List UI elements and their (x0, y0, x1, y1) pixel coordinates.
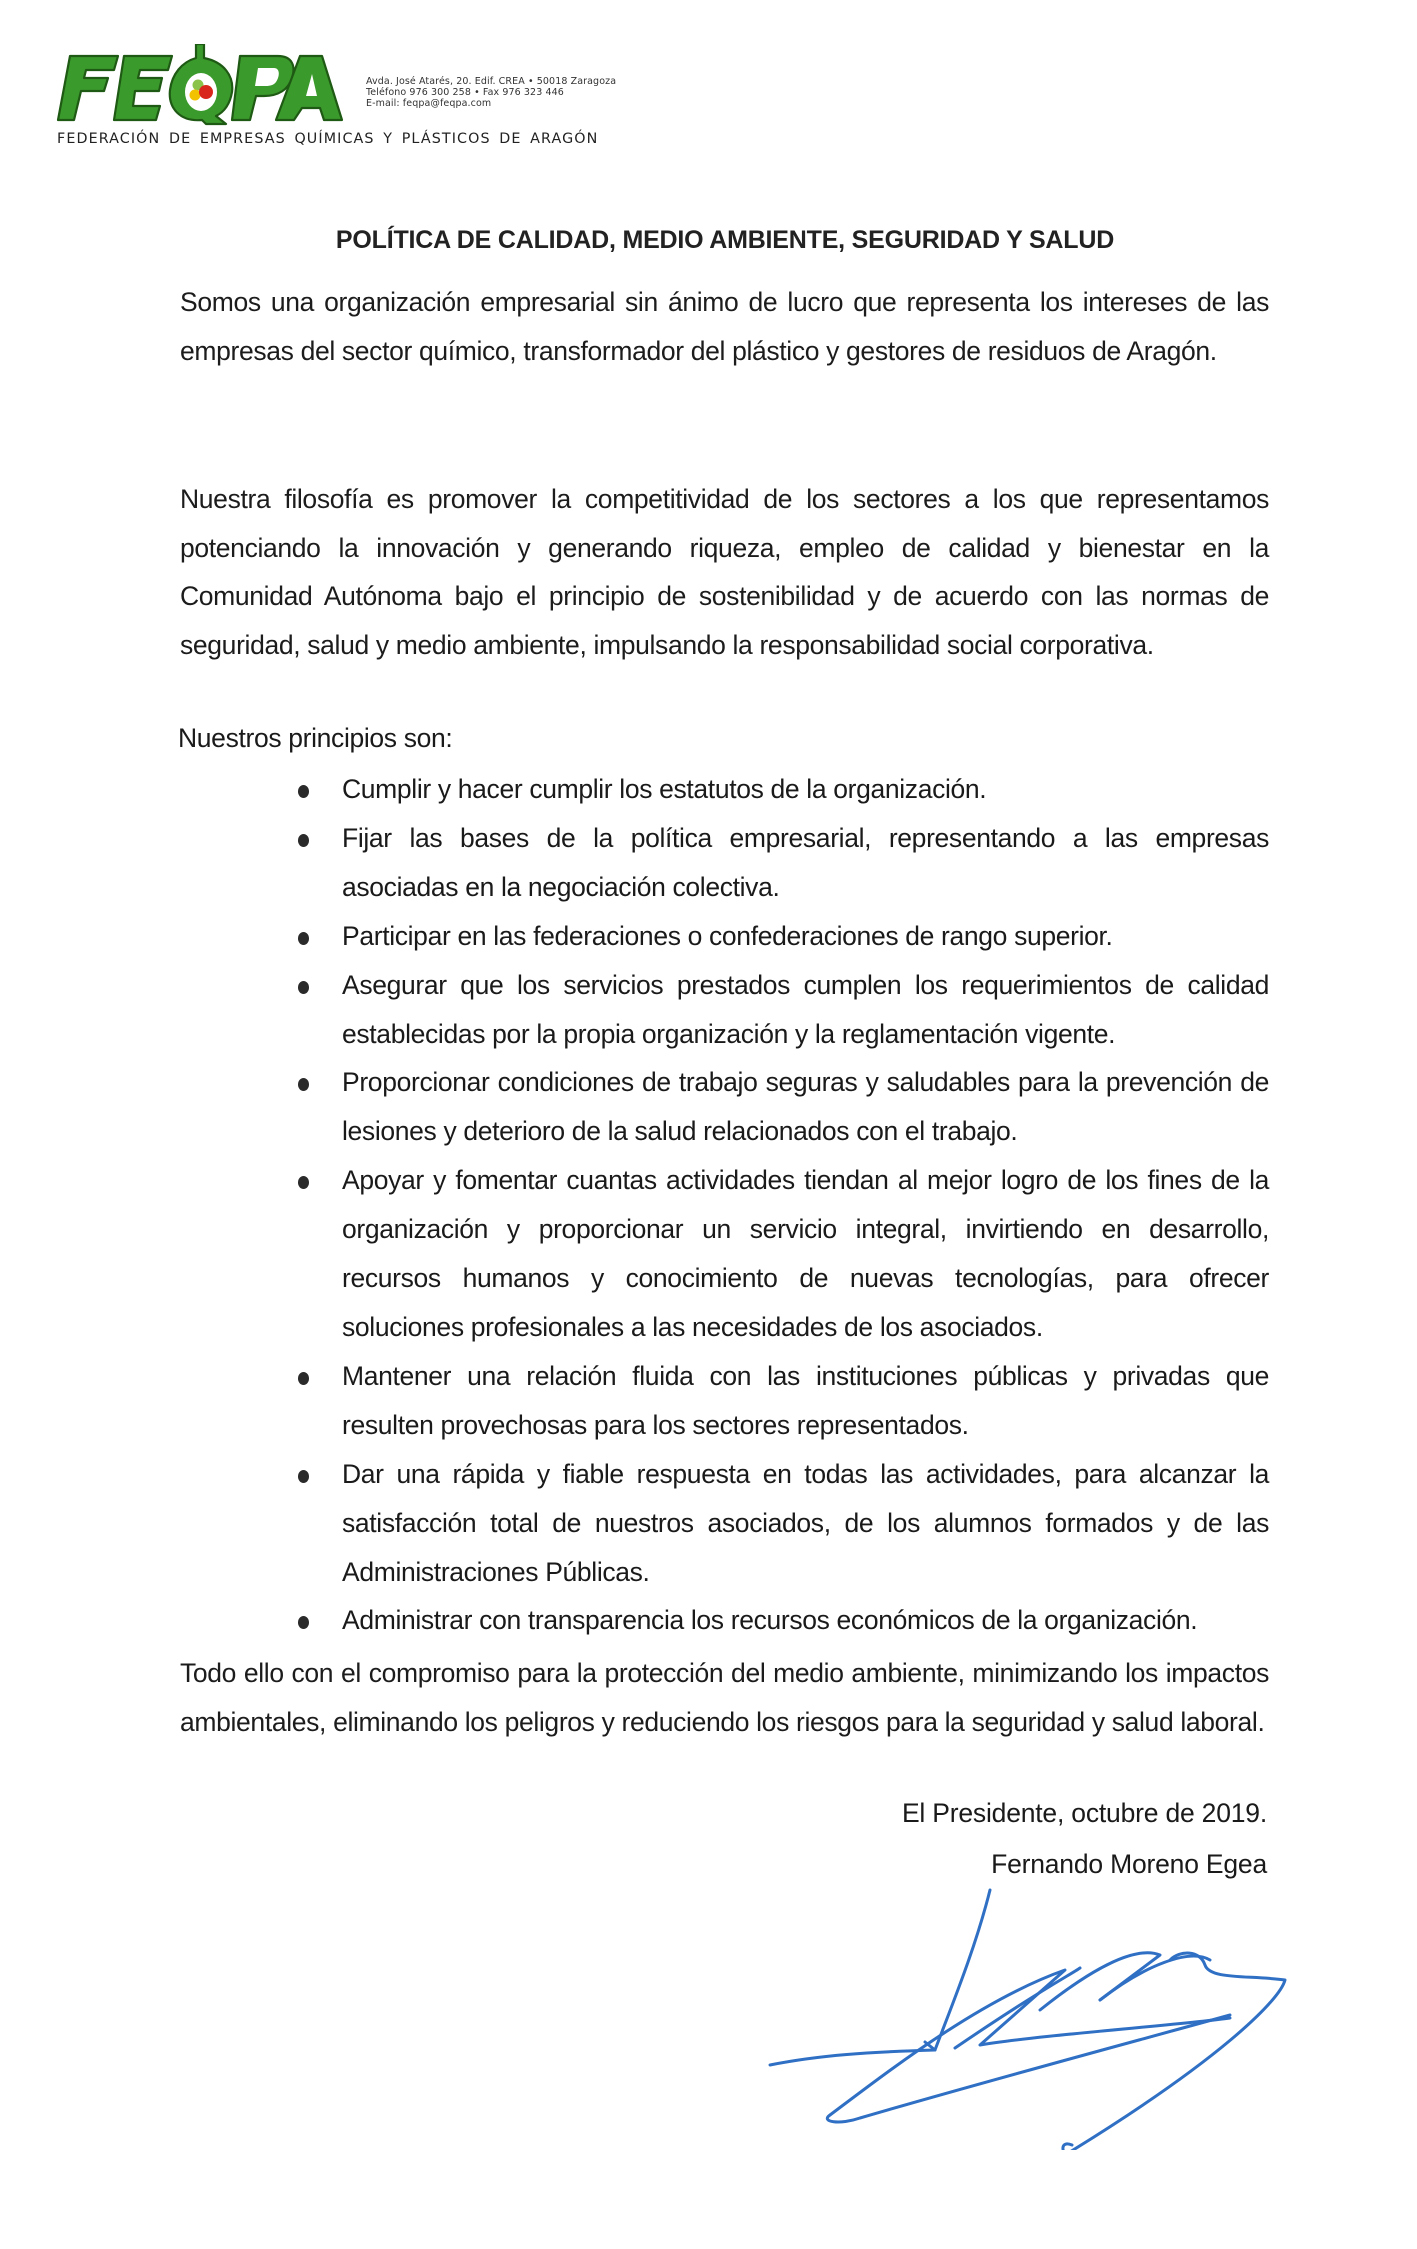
bullet-icon (298, 932, 309, 945)
principle-item: Participar en las federaciones o confederaciones de rango superior. (342, 912, 1269, 961)
signature (760, 1860, 1320, 2150)
bullet-icon (298, 1372, 309, 1385)
contact-phone-fax: Teléfono 976 300 258 • Fax 976 323 446 (366, 87, 564, 98)
document-title: POLÍTICA DE CALIDAD, MEDIO AMBIENTE, SEGURIDAD Y SALUD (335, 226, 1115, 254)
paragraph-closing: Todo ello con el compromiso para la protección del medio ambiente, minimizando los impactos ambientales, eliminando los peligros y reduciendo los riesgos para la seguridad y salud laboral. (180, 1658, 1269, 1737)
bullet-icon (298, 1616, 309, 1629)
principles-list (342, 765, 1269, 1645)
bullet-icon (298, 1470, 309, 1483)
letterhead-tagline: FEDERACIÓN DE EMPRESAS QUÍMICAS Y PLÁSTICOS DE ARAGÓN (57, 131, 599, 147)
signoff-date: El Presidente, octubre de 2019. (901, 1798, 1267, 1828)
letterhead-contact (366, 76, 616, 109)
principle-item: Fijar las bases de la política empresarial, representando a las empresas asociadas en la negociación colectiva. (342, 814, 1269, 912)
principle-item: Administrar con transparencia los recursos económicos de la organización. (342, 1596, 1269, 1645)
signoff-name: Fernando Moreno Egea (991, 1849, 1267, 1879)
principles-intro: Nuestros principios son: (178, 723, 453, 753)
feqpa-logo-icon (56, 44, 346, 126)
principle-item: Cumplir y hacer cumplir los estatutos de la organización. (342, 765, 1269, 814)
principle-item: Asegurar que los servicios prestados cumplen los requerimientos de calidad establecidas por la propia organización y la reglamentación vigente. (342, 961, 1269, 1059)
paragraph-mission: Somos una organización empresarial sin ánimo de lucro que representa los intereses de las empresas del sector químico, transformador del plástico y gestores de residuos de Aragón. (180, 287, 1269, 366)
principle-item: Dar una rápida y fiable respuesta en todas las actividades, para alcanzar la satisfacción total de nuestros asociados, de los alumnos formados y de las Administraciones Públicas. (342, 1450, 1269, 1597)
signature-icon (760, 1860, 1320, 2150)
bullet-icon (298, 834, 309, 847)
paragraph-philosophy: Nuestra filosofía es promover la competitividad de los sectores a los que representamos potenciando la innovación y generando riqueza, empleo de calidad y bienestar en la Comunidad Autónoma bajo el principio de sostenibilidad y de acuerdo con las normas de seguridad, salud y medio ambiente, impulsando la responsabilidad social corporativa. (180, 484, 1269, 661)
bullet-icon (298, 981, 309, 994)
principle-item: Proporcionar condiciones de trabajo seguras y saludables para la prevención de lesiones y deterioro de la salud relacionados con el trabajo. (342, 1058, 1269, 1156)
bullet-icon (298, 1078, 309, 1091)
bullet-icon (298, 1176, 309, 1189)
feqpa-logo (56, 44, 346, 126)
principle-item: Apoyar y fomentar cuantas actividades tiendan al mejor logro de los fines de la organización y proporcionar un servicio integral, invirtiendo en desarrollo, recursos humanos y conocimiento de nuevas tecnologías, para ofrecer soluciones profesionales a las necesidades de los asociados. (342, 1156, 1269, 1352)
bullet-icon (298, 785, 309, 798)
contact-address: Avda. José Atarés, 20. Edif. CREA • 50018 Zaragoza (366, 76, 617, 87)
principle-item: Mantener una relación fluida con las instituciones públicas y privadas que resulten provechosas para los sectores representados. (342, 1352, 1269, 1450)
contact-email: E-mail: feqpa@feqpa.com (366, 98, 492, 109)
